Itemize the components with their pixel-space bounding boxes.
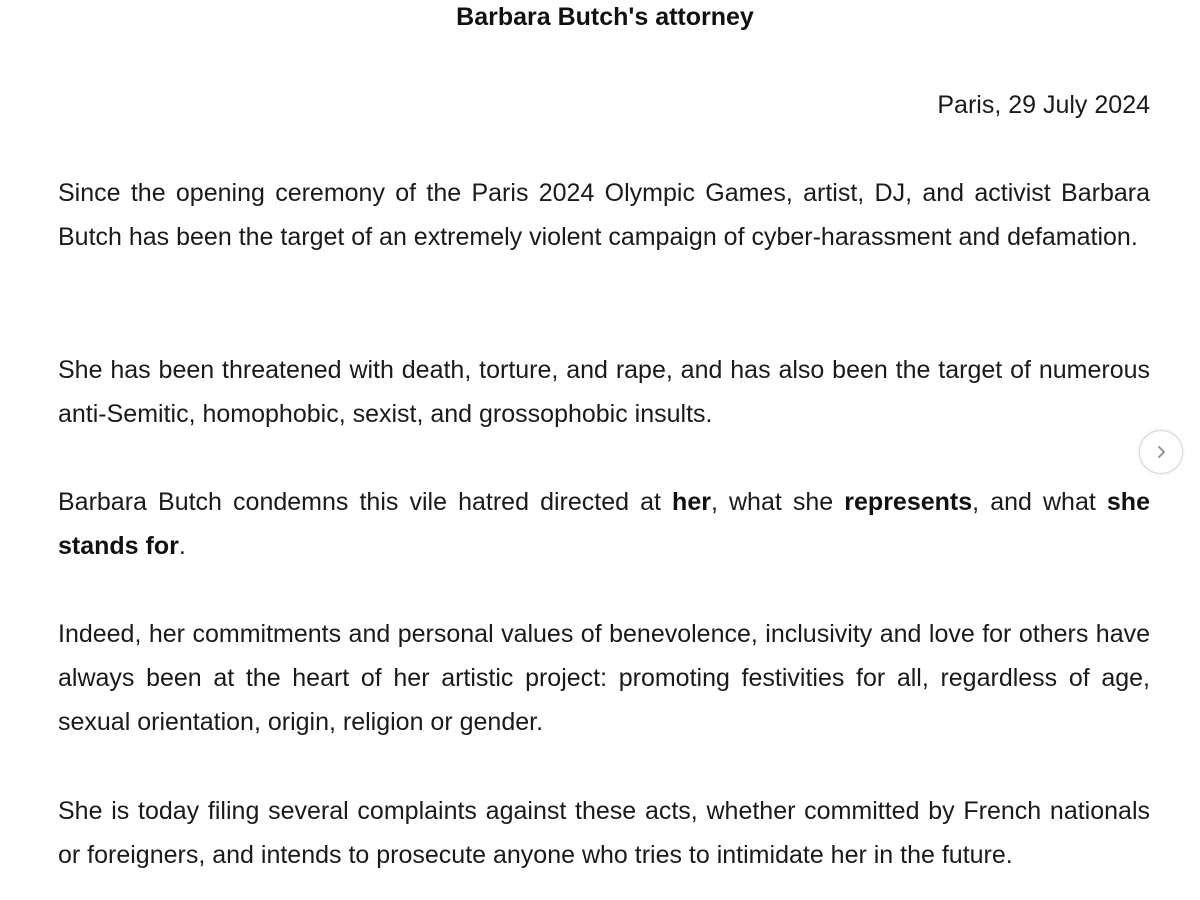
- paragraph-3: [58, 480, 1150, 568]
- paragraph-5: She is today filing several complaints against these acts, whether committed by French nationals or foreigners, and intends to prosecute anyone who tries to intimidate her in the future.: [58, 797, 1150, 869]
- paragraph-4: Indeed, her commitments and personal values of benevolence, inclusivity and love for others have always been at the heart of her artistic project: promoting festivities for all, regardless of age, sexual orientation, origin, religion or gender.: [58, 620, 1150, 736]
- paragraph-1: Since the opening ceremony of the Paris 2024 Olympic Games, artist, DJ, and activist Barbara Butch has been the target of an extremely violent campaign of cyber-harassment and defamation.: [58, 179, 1150, 251]
- paragraph-2: She has been threatened with death, torture, and rape, and has also been the target of numerous anti-Semitic, homophobic, sexist, and grossophobic insults.: [58, 356, 1150, 428]
- paragraph-3-text-1: Barbara Butch condemns this vile hatred directed at: [58, 488, 673, 516]
- document-title: Barbara Butch's attorney: [456, 3, 754, 31]
- carousel-next-button[interactable]: [1139, 430, 1183, 474]
- paragraph-3-bold-represents: represents: [844, 488, 973, 516]
- paragraph-3-bold-stands-for: she stands for: [58, 488, 1150, 560]
- paragraph-3-bold-her: her: [672, 488, 711, 516]
- paragraph-3-text-3: , and what: [972, 488, 1107, 516]
- paragraph-3-text-4: .: [178, 532, 186, 560]
- document-date: Paris, 29 July 2024: [937, 91, 1150, 119]
- paragraph-3-text-2: , what she: [710, 488, 845, 516]
- chevron-right-icon: [1153, 444, 1169, 460]
